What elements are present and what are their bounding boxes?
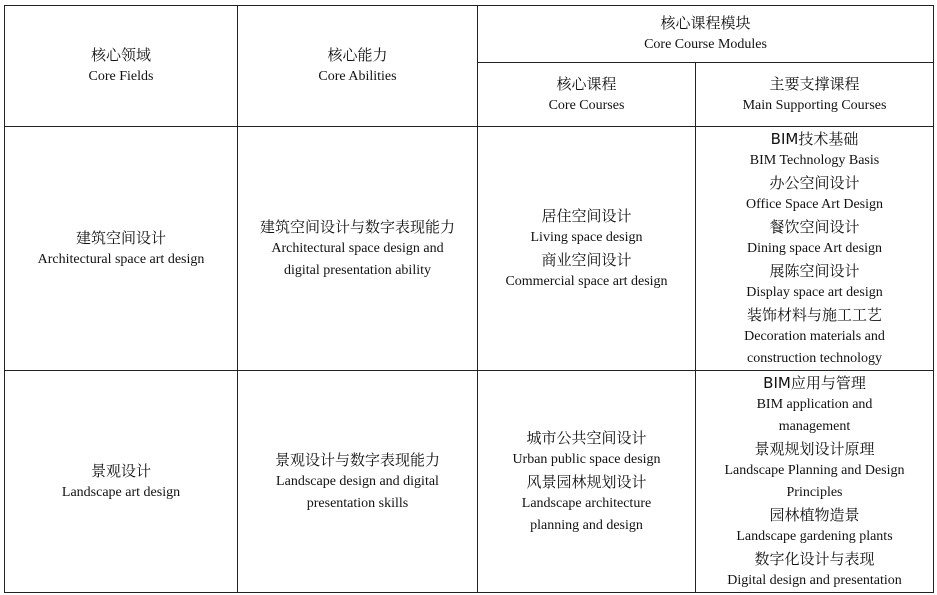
supporting-zh: 数字化设计与表现: [754, 549, 875, 568]
header-text-zh: 核心能力: [327, 46, 388, 64]
ability-en-line: Landscape design and digital: [276, 473, 439, 489]
supporting-zh: BIM技术基础: [770, 129, 859, 148]
header-core-course-modules: [478, 6, 934, 63]
supporting-zh: BIM应用与管理: [763, 373, 866, 392]
header-core-fields: [5, 6, 238, 127]
supporting-en: Landscape Planning and Design: [724, 462, 905, 478]
header-text-zh: 核心领域: [90, 46, 151, 64]
header-text-en: Main Supporting Courses: [742, 97, 887, 113]
header-text-zh: 核心课程: [556, 74, 617, 93]
core-ability-cell: [238, 127, 478, 371]
supporting-zh: 园林植物造景: [769, 505, 860, 524]
supporting-en: Digital design and presentation: [727, 572, 902, 588]
supporting-en: Principles: [786, 484, 843, 500]
course-module-table: [4, 5, 934, 593]
header-core-courses: [478, 63, 696, 127]
ability-zh: 建筑空间设计与数字表现能力: [259, 217, 455, 236]
header-text-zh: 主要支撑课程: [769, 74, 860, 93]
header-text-en: Core Abilities: [318, 69, 397, 84]
core-field-cell: [5, 371, 238, 593]
course-en: Living space design: [530, 229, 643, 245]
supporting-en: BIM Technology Basis: [749, 152, 880, 168]
course-en: Commercial space art design: [505, 273, 668, 289]
table-row: [5, 371, 934, 593]
supporting-en: Dining space Art design: [747, 240, 882, 256]
supporting-en: construction technology: [747, 350, 882, 366]
supporting-zh: 景观规划设计原理: [754, 439, 875, 458]
course-zh: 居住空间设计: [541, 206, 632, 225]
course-zh: 城市公共空间设计: [526, 428, 647, 447]
ability-en-line: presentation skills: [306, 495, 409, 511]
core-field-cell: [5, 127, 238, 371]
supporting-zh: 办公空间设计: [769, 173, 860, 192]
ability-en-line: Architectural space design and: [271, 240, 444, 256]
header-text-en: Core Fields: [88, 69, 154, 84]
course-en: Urban public space design: [512, 451, 661, 467]
core-ability-cell: [238, 371, 478, 593]
supporting-courses-cell: [696, 371, 934, 593]
table-row: [5, 127, 934, 371]
supporting-courses-cell: [696, 127, 934, 371]
course-zh: 风景园林规划设计: [526, 472, 647, 491]
field-name-zh: 景观设计: [90, 461, 151, 480]
supporting-en: Office Space Art Design: [746, 196, 883, 212]
header-text-en: Core Courses: [548, 97, 625, 113]
field-name-en: Architectural space art design: [37, 251, 205, 267]
supporting-en: management: [778, 418, 851, 434]
supporting-en: Decoration materials and: [744, 328, 885, 344]
supporting-en: BIM application and: [756, 396, 873, 412]
header-core-abilities: [238, 6, 478, 127]
ability-en-line: digital presentation ability: [284, 262, 431, 278]
supporting-zh: 装饰材料与施工工艺: [747, 305, 883, 324]
supporting-en: Display space art design: [746, 284, 883, 300]
supporting-zh: 餐饮空间设计: [769, 217, 860, 236]
ability-zh: 景观设计与数字表现能力: [274, 450, 440, 469]
header-text-zh: 核心课程模块: [660, 14, 751, 32]
field-name-en: Landscape art design: [61, 484, 181, 500]
core-courses-cell: [478, 371, 696, 593]
course-en: Landscape architecture: [521, 495, 652, 511]
course-zh: 商业空间设计: [541, 250, 632, 269]
header-main-supporting-courses: [696, 63, 934, 127]
supporting-en: Landscape gardening plants: [736, 528, 893, 544]
field-name-zh: 建筑空间设计: [75, 228, 166, 247]
course-en: planning and design: [530, 517, 643, 533]
core-courses-cell: [478, 127, 696, 371]
header-text-en: Core Course Modules: [644, 37, 767, 52]
supporting-zh: 展陈空间设计: [769, 261, 860, 280]
